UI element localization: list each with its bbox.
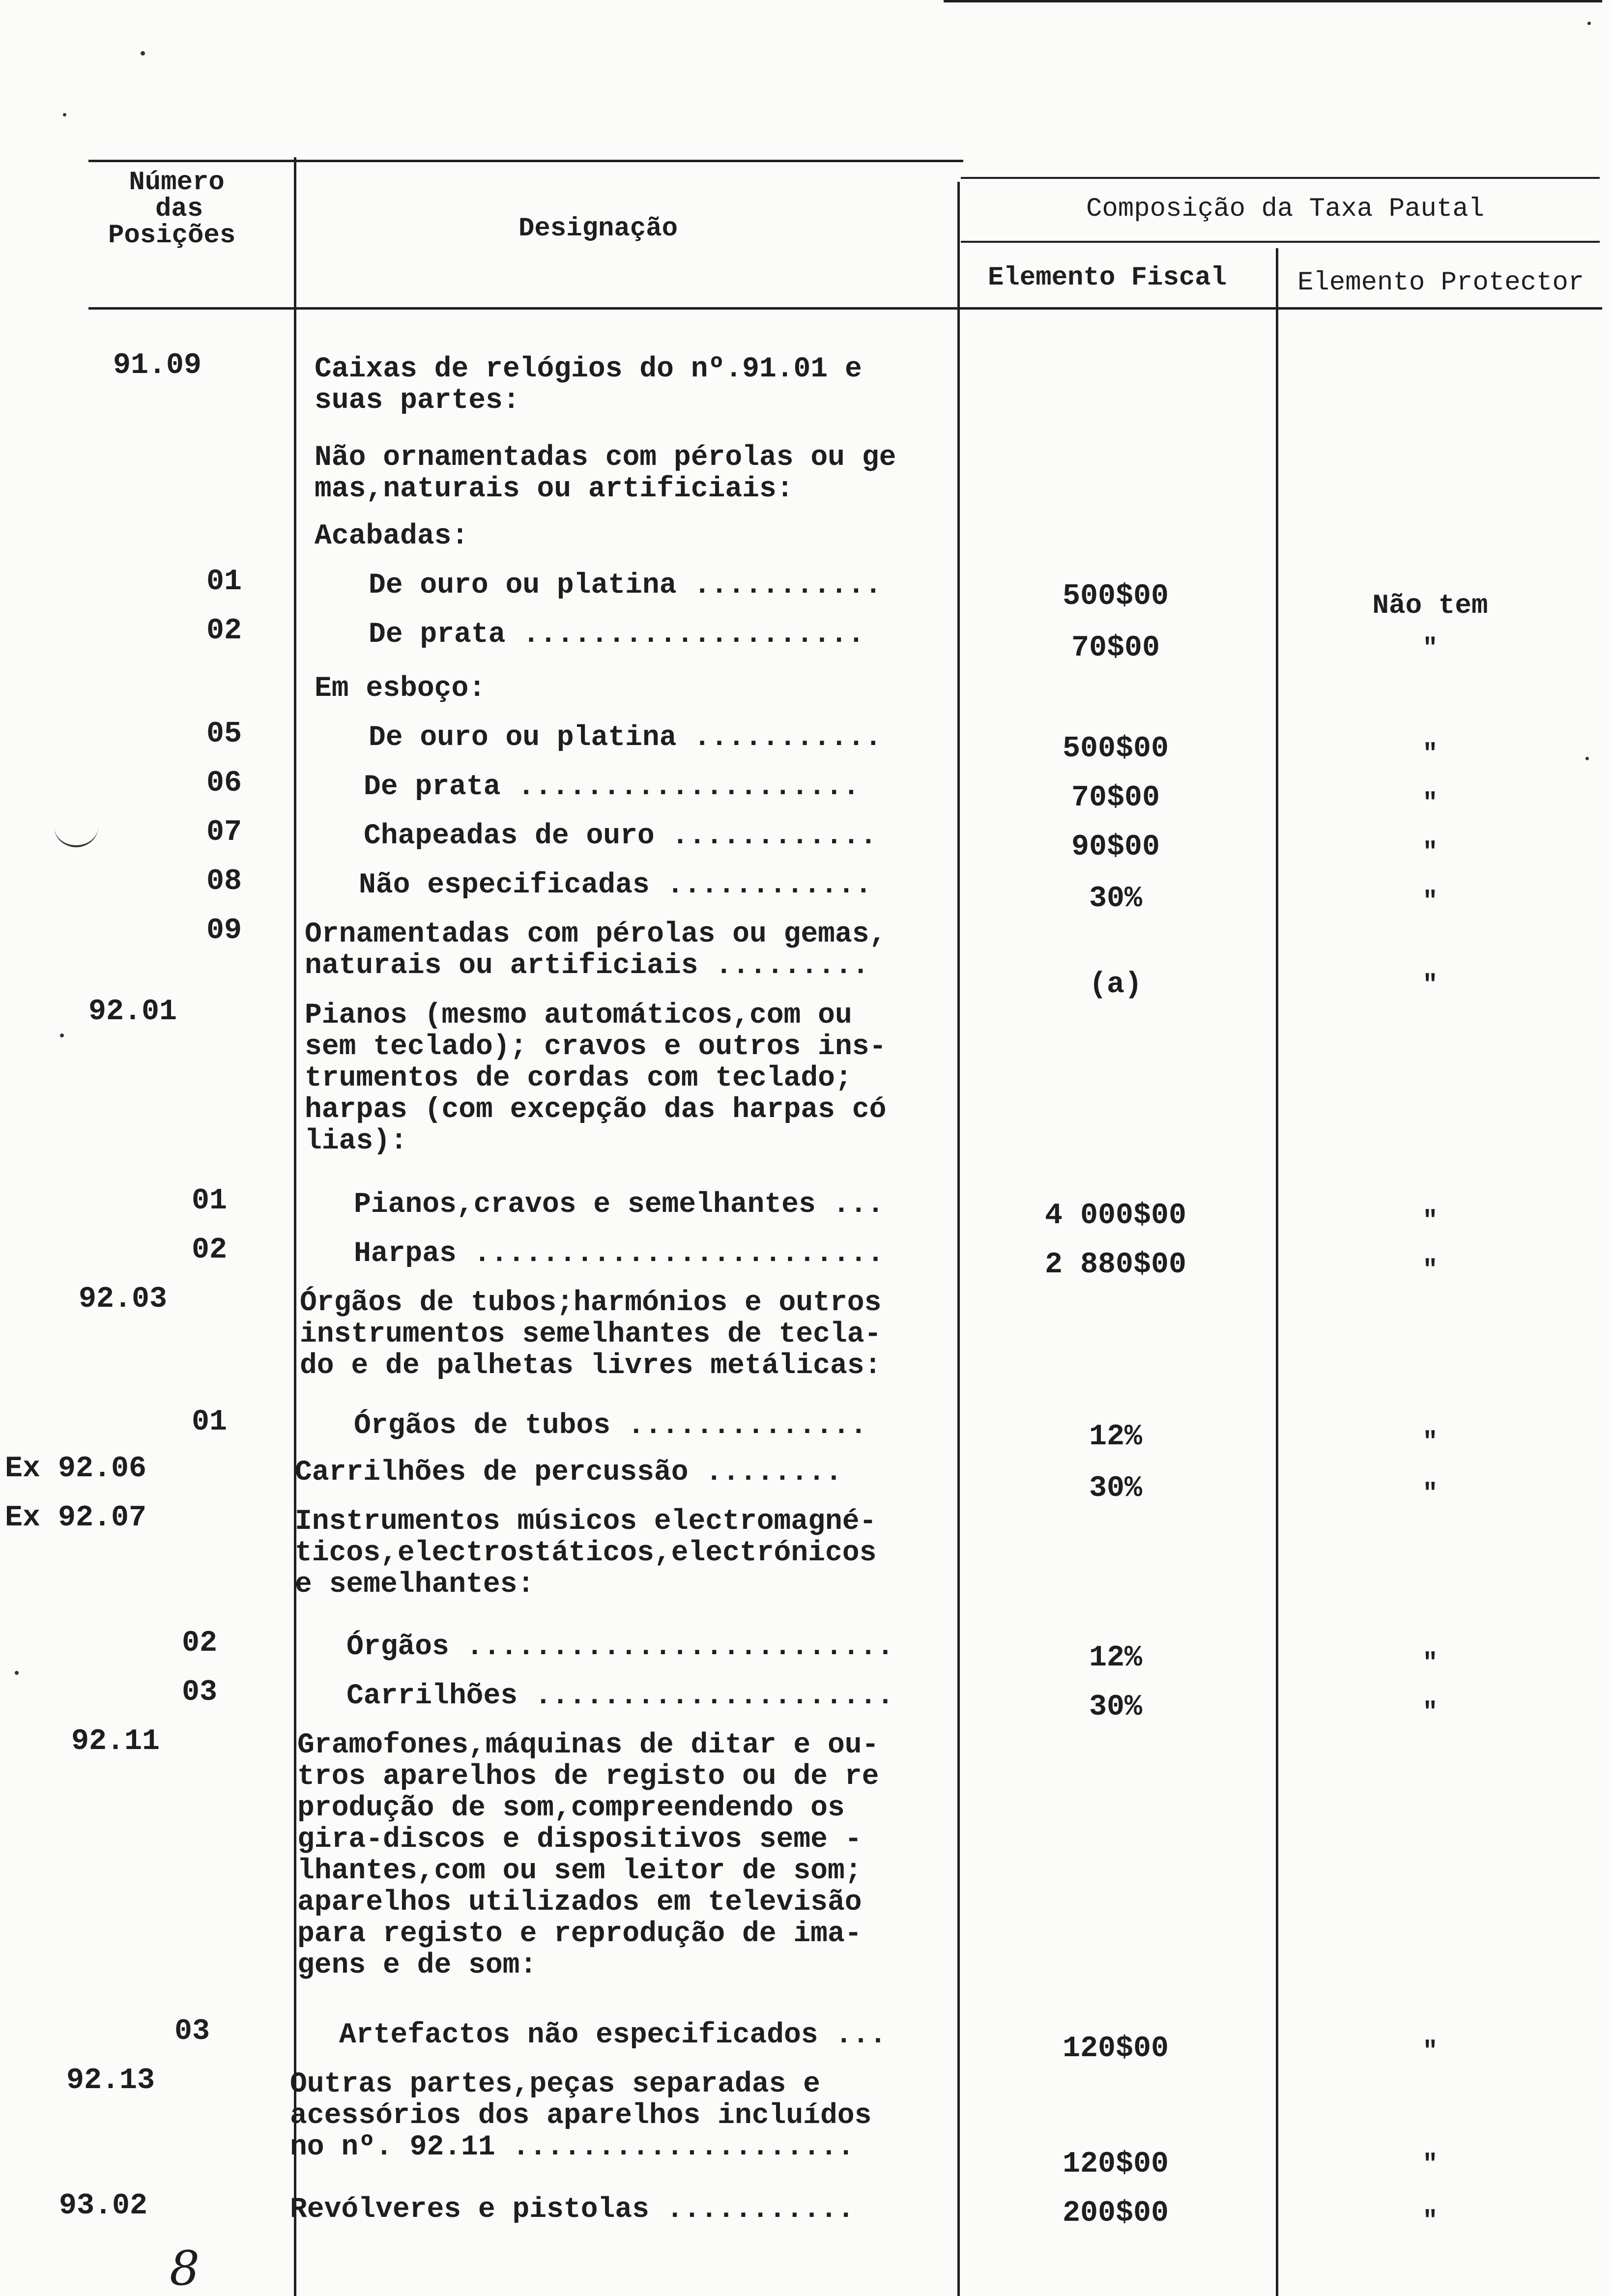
position-code: 01 [192,1406,228,1439]
designation-text: Revólveres e pistolas ........... [290,2194,855,2226]
position-code: Ex 92.07 [5,1501,147,1535]
fiscal-value: 30% [1089,1472,1143,1505]
protector-value: " [1422,2037,1438,2066]
position-code: 93.02 [59,2189,148,2223]
designation-text: Outras partes,peças separadas e acessórios dos aparelhos incluídos no nº. 92.11 .................... [290,2068,872,2163]
designation-text: Órgãos ......................... [346,1631,894,1663]
designation-text: Em esboço: [315,673,486,705]
header-elemento-fiscal: Elemento Fiscal [988,263,1227,293]
fiscal-value: 2 880$00 [1044,1248,1187,1282]
position-code: 91.09 [113,349,202,382]
column-rule-1 [294,157,296,2296]
margin-mark [54,806,98,847]
header-top-rule [88,160,963,162]
protector-value: " [1422,2150,1438,2179]
position-code: 02 [182,1627,218,1660]
protector-value: " [1422,1206,1438,1235]
protector-value: " [1422,634,1438,663]
fiscal-value: 90$00 [1071,831,1160,864]
designation-text: Pianos,cravos e semelhantes ... [354,1189,884,1221]
position-code: 09 [206,914,242,947]
column-rule-3 [1276,248,1278,2296]
fiscal-value: 12% [1089,1420,1143,1454]
designation-text: Carrilhões ..................... [346,1680,894,1712]
fiscal-value: 30% [1089,882,1143,916]
protector-value: " [1422,789,1438,818]
designation-text: Caixas de relógios do nº.91.01 e suas partes: [315,353,862,417]
position-code: 92.13 [66,2064,155,2097]
position-code: 92.11 [71,1725,160,1758]
designation-text: Órgãos de tubos .............. [354,1410,867,1442]
fiscal-value: 200$00 [1062,2197,1169,2230]
protector-value: " [1422,1479,1438,1508]
composicao-divider-rule [961,241,1600,243]
protector-value: " [1422,2207,1438,2236]
position-code: 06 [206,767,242,800]
protector-value: " [1422,1256,1438,1285]
designation-text: Gramofones,máquinas de ditar e ou- tros aparelhos de registo ou de re produção de som,compreendendo os gira-discos e dispositivos seme - lhantes,com ou sem leitor de som; aparelhos utilizados em televisão para registo e reprodução de ima- gens e de som: [297,1729,879,1981]
page-number: 8 [170,2241,200,2296]
fiscal-value: 120$00 [1062,2148,1169,2181]
designation-text: Pianos (mesmo automáticos,com ou sem teclado); cravos e outros ins- trumentos de cordas com teclado; harpas (com excepção das harpas có lias): [305,1000,887,1157]
designation-text: De ouro ou platina ........... [369,570,882,602]
protector-value: " [1422,971,1438,1000]
fiscal-value: 120$00 [1062,2032,1169,2066]
fiscal-value: 30% [1089,1691,1143,1724]
header-designacao: Designação [518,214,678,244]
protector-value: " [1422,1698,1438,1727]
protector-value: " [1422,887,1438,916]
designation-text: De prata .................... [369,619,865,651]
position-code: Ex 92.06 [5,1452,147,1486]
position-code: 08 [206,865,242,898]
fiscal-value: 500$00 [1062,732,1169,766]
header-numero: Número das Posições [108,168,236,251]
position-code: 02 [192,1234,228,1267]
position-code: 05 [206,718,242,751]
fiscal-value: 12% [1089,1641,1143,1675]
header-elemento-protector: Elemento Protector [1297,268,1584,298]
fiscal-value: 70$00 [1071,781,1160,815]
designation-text: Harpas ........................ [354,1238,884,1270]
position-code: 01 [206,565,242,599]
designation-text: De prata .................... [364,771,860,803]
header-bottom-rule [88,307,1602,310]
designation-text: Instrumentos músicos electromagné- ticos,electrostáticos,electrónicos e semelhantes: [295,1506,877,1601]
designation-text: Carrilhões de percussão ........ [295,1457,842,1489]
designation-text: Não ornamentadas com pérolas ou ge mas,naturais ou artificiais: [315,442,896,505]
column-rule-2 [957,182,960,2296]
designation-text: Artefactos não especificados ... [339,2019,887,2051]
header-composicao: Composição da Taxa Pautal [1086,194,1485,224]
designation-text: De ouro ou platina ........... [369,722,882,754]
designation-text: Órgãos de tubos;harmónios e outros instrumentos semelhantes de tecla- do e de palhetas livres metálicas: [300,1287,882,1382]
position-code: 01 [192,1184,228,1218]
fiscal-value: (a) [1089,968,1143,1002]
fiscal-value: 500$00 [1062,580,1169,613]
position-code: 03 [174,2015,210,2048]
protector-value: " [1422,1428,1438,1457]
fiscal-value: 4 000$00 [1044,1199,1187,1233]
position-code: 03 [182,1676,218,1709]
fiscal-value: 70$00 [1071,631,1160,665]
designation-text: Ornamentadas com pérolas ou gemas, naturais ou artificiais ......... [305,918,887,982]
top-edge-rule [944,0,1602,2]
protector-value: " [1422,838,1438,867]
position-code: 07 [206,816,242,849]
position-code: 02 [206,614,242,648]
designation-text: Não especificadas ............ [359,869,872,901]
designation-text: Chapeadas de ouro ............ [364,820,877,852]
protector-value: Não tem [1372,590,1488,621]
composicao-top-rule [961,177,1600,179]
position-code: 92.03 [79,1283,168,1316]
protector-value: " [1422,1649,1438,1678]
position-code: 92.01 [88,995,177,1029]
designation-text: Acabadas: [315,520,469,552]
protector-value: " [1422,740,1438,769]
